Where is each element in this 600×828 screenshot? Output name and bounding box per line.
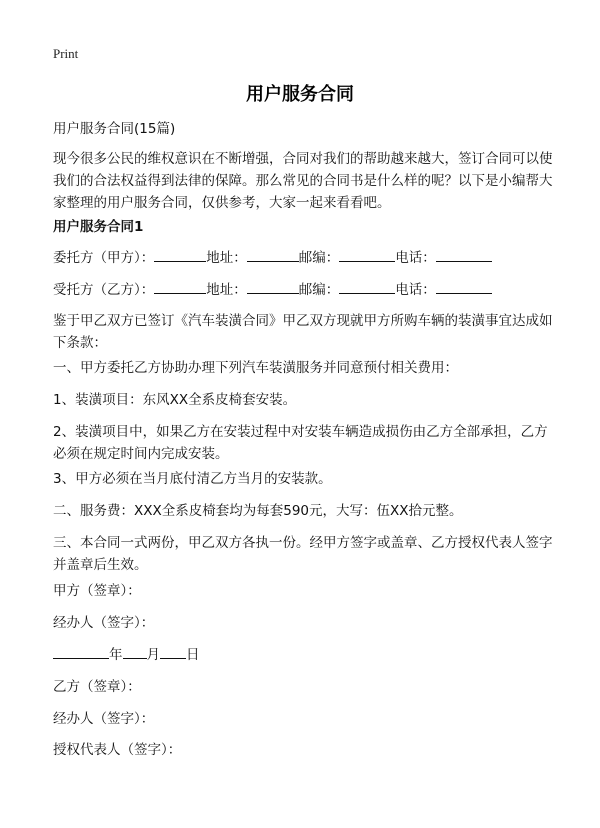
party-b-representative-signature: 授权代表人（签字）： bbox=[53, 742, 182, 758]
date-month-blank bbox=[123, 644, 147, 659]
party-a-address-label: 地址： bbox=[206, 250, 247, 266]
print-link[interactable]: Print bbox=[53, 46, 79, 61]
party-a-line bbox=[53, 247, 553, 269]
party-a-agent-signature: 经办人（签字）： bbox=[53, 615, 155, 631]
party-b-phone-blank bbox=[436, 279, 492, 294]
party-b-phone-label: 电话： bbox=[395, 282, 436, 298]
party-b-address-label: 地址： bbox=[206, 282, 247, 298]
date-month-label: 月 bbox=[146, 647, 160, 663]
party-b-address-blank bbox=[247, 279, 299, 294]
party-a-phone-label: 电话： bbox=[395, 250, 436, 266]
party-b-signature: 乙方（签章）： bbox=[53, 679, 141, 695]
party-a-name-blank bbox=[154, 247, 206, 262]
date-year-label: 年 bbox=[109, 647, 123, 663]
intro-paragraph: 现今很多公民的维权意识在不断增强，合同对我们的帮助越来越大，签订合同可以使我们的合法权益得到法律的保障。那么常见的合同书是什么样的呢？以下是小编帮大家整理的用户服务合同，仅供参考，大家一起来看看吧。 bbox=[53, 151, 553, 211]
date-line bbox=[53, 644, 553, 666]
party-a-label: 委托方（甲方）： bbox=[53, 250, 155, 266]
date-day-label: 日 bbox=[186, 647, 200, 663]
party-a-phone-blank bbox=[436, 247, 492, 262]
party-a-signature: 甲方（签章）： bbox=[53, 583, 141, 599]
date-day-blank bbox=[160, 644, 186, 659]
clause-2: 二、服务费：XXX全系皮椅套均为每套590元，大写：伍XX拾元整。 bbox=[53, 503, 463, 519]
clause-3: 三、本合同一式两份，甲乙双方各执一份。经甲方签字或盖章、乙方授权代表人签字并盖章后生效。 bbox=[53, 535, 553, 573]
party-b-agent-signature: 经办人（签字）： bbox=[53, 711, 155, 727]
section-heading: 用户服务合同1 bbox=[53, 219, 144, 235]
party-b-postcode-label: 邮编： bbox=[298, 282, 340, 298]
clause-1-item-2: 2、装潢项目中，如果乙方在安装过程中对安装车辆造成损伤由乙方全部承担，乙方必须在规定时间内完成安装。 bbox=[53, 424, 548, 462]
date-year-blank bbox=[53, 644, 109, 659]
party-a-postcode-blank bbox=[339, 247, 395, 262]
document-subtitle: 用户服务合同(15篇) bbox=[53, 121, 176, 137]
party-b-line bbox=[53, 279, 553, 301]
party-a-postcode-label: 邮编： bbox=[298, 250, 340, 266]
document-title: 用户服务合同 bbox=[246, 84, 354, 105]
preamble-paragraph: 鉴于甲乙双方已签订《汽车装潢合同》甲乙双方现就甲方所购车辆的装潢事宜达成如下条款： bbox=[53, 313, 553, 351]
clause-1: 一、甲方委托乙方协助办理下列汽车装潢服务并同意预付相关费用： bbox=[53, 360, 458, 376]
party-b-name-blank bbox=[154, 279, 206, 294]
party-b-postcode-blank bbox=[339, 279, 395, 294]
clause-1-item-1: 1、装潢项目：东风XX全系皮椅套安装。 bbox=[53, 392, 297, 408]
party-a-address-blank bbox=[247, 247, 299, 262]
party-b-label: 受托方（乙方）： bbox=[53, 282, 155, 298]
clause-1-item-3: 3、甲方必须在当月底付清乙方当月的安装款。 bbox=[53, 471, 332, 487]
